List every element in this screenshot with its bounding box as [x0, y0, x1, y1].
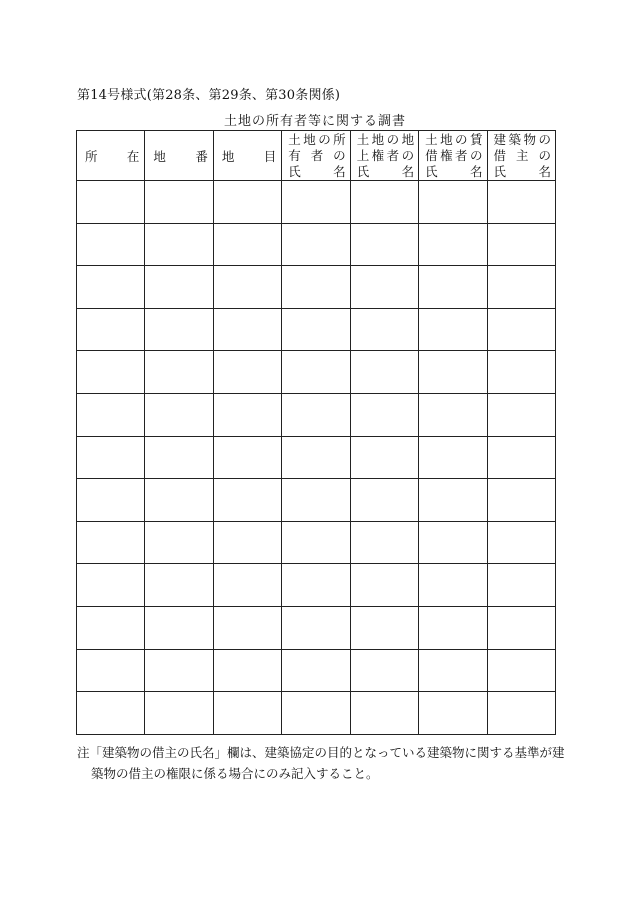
- header-char: 賃: [470, 131, 483, 147]
- table-cell[interactable]: [487, 351, 555, 394]
- header-char: の: [470, 147, 483, 163]
- header-char: 氏: [288, 163, 301, 179]
- table-cell[interactable]: [350, 393, 418, 436]
- table-cell[interactable]: [282, 308, 350, 351]
- header-char: 名: [333, 163, 346, 179]
- table-body: [77, 181, 556, 735]
- table-cell[interactable]: [350, 521, 418, 564]
- header-char: 権: [371, 147, 385, 163]
- header-char: 氏: [493, 163, 507, 179]
- table-cell[interactable]: [145, 436, 213, 479]
- table-cell[interactable]: [487, 266, 555, 309]
- header-char: の: [538, 147, 551, 163]
- table-cell[interactable]: [77, 393, 145, 436]
- header-char: 借: [493, 147, 507, 163]
- table-cell[interactable]: [419, 393, 487, 436]
- table-cell[interactable]: [145, 351, 213, 394]
- table-row: [77, 436, 556, 479]
- table-cell[interactable]: [282, 351, 350, 394]
- table-row: [77, 266, 556, 309]
- table-row: [77, 521, 556, 564]
- table-header: [77, 131, 556, 181]
- header-char: の: [401, 147, 415, 163]
- header-char: 物: [523, 131, 537, 147]
- table-cell[interactable]: [487, 223, 555, 266]
- table-cell[interactable]: [77, 223, 145, 266]
- form-number: 第14号様式(第28条、第29条、第30条関係): [77, 88, 341, 103]
- table-cell[interactable]: [350, 181, 418, 224]
- table-cell[interactable]: [213, 223, 281, 266]
- header-char: 者: [386, 147, 400, 163]
- header-land-category: [213, 131, 281, 181]
- table-cell[interactable]: [213, 692, 281, 735]
- table-cell[interactable]: [350, 564, 418, 607]
- table-row: [77, 692, 556, 735]
- table-cell[interactable]: [213, 181, 281, 224]
- table-cell[interactable]: [145, 606, 213, 649]
- table-cell[interactable]: [419, 436, 487, 479]
- table-cell[interactable]: [213, 308, 281, 351]
- table-cell[interactable]: [419, 606, 487, 649]
- table-cell[interactable]: [419, 692, 487, 735]
- table-row: [77, 223, 556, 266]
- table-cell[interactable]: [77, 181, 145, 224]
- header-char: 地: [153, 148, 166, 164]
- footnote-text-2: 築物の借主の権限に係る場合にのみ記入すること。: [91, 766, 379, 781]
- header-char: 氏: [425, 163, 438, 179]
- table-cell[interactable]: [350, 649, 418, 692]
- header-char: 地: [371, 131, 385, 147]
- header-char: の: [318, 131, 331, 147]
- table-cell[interactable]: [487, 649, 555, 692]
- table-cell[interactable]: [77, 351, 145, 394]
- table-cell[interactable]: [350, 692, 418, 735]
- table-cell[interactable]: [282, 606, 350, 649]
- header-char: 有: [288, 147, 301, 163]
- header-row: [77, 131, 556, 181]
- table-cell[interactable]: [213, 266, 281, 309]
- table-cell[interactable]: [487, 606, 555, 649]
- table-row: [77, 393, 556, 436]
- table-cell[interactable]: [350, 223, 418, 266]
- table-cell[interactable]: [282, 692, 350, 735]
- table-cell[interactable]: [145, 181, 213, 224]
- table-cell[interactable]: [77, 308, 145, 351]
- table-row: [77, 606, 556, 649]
- header-superficies-holder-name: [350, 131, 418, 181]
- header-char: 権: [440, 147, 453, 163]
- header-land-owner-name: [282, 131, 350, 181]
- table-cell[interactable]: [419, 649, 487, 692]
- table-cell[interactable]: [419, 521, 487, 564]
- header-location: [77, 131, 145, 181]
- table-cell[interactable]: [77, 479, 145, 522]
- table-cell[interactable]: [282, 393, 350, 436]
- table-cell[interactable]: [145, 393, 213, 436]
- table-row: [77, 649, 556, 692]
- footnote-text-1: 「建築物の借主の氏名」欄は、建築協定の目的となっている建築物に関する基準が建: [89, 745, 565, 760]
- table-cell[interactable]: [213, 649, 281, 692]
- table-cell[interactable]: [77, 692, 145, 735]
- table-cell[interactable]: [487, 692, 555, 735]
- table-cell[interactable]: [487, 521, 555, 564]
- table-cell[interactable]: [487, 393, 555, 436]
- table-cell[interactable]: [77, 266, 145, 309]
- table-cell[interactable]: [145, 479, 213, 522]
- table-row: [77, 479, 556, 522]
- header-char: 土: [425, 131, 438, 147]
- table-cell[interactable]: [350, 308, 418, 351]
- table-cell[interactable]: [350, 479, 418, 522]
- table-cell[interactable]: [487, 479, 555, 522]
- header-char: 所: [85, 148, 98, 164]
- table-cell[interactable]: [282, 223, 350, 266]
- table-row: [77, 308, 556, 351]
- header-char: 所: [333, 131, 346, 147]
- table-cell[interactable]: [419, 308, 487, 351]
- header-lot-number: [145, 131, 213, 181]
- header-char: の: [333, 147, 346, 163]
- table-cell[interactable]: [282, 649, 350, 692]
- table-cell[interactable]: [419, 223, 487, 266]
- table-cell[interactable]: [77, 436, 145, 479]
- table-cell[interactable]: [213, 351, 281, 394]
- table-cell[interactable]: [419, 266, 487, 309]
- table-row: [77, 564, 556, 607]
- table-cell[interactable]: [419, 564, 487, 607]
- table-cell[interactable]: [213, 521, 281, 564]
- table-cell[interactable]: [145, 521, 213, 564]
- survey-table: [76, 130, 556, 735]
- table-cell[interactable]: [145, 649, 213, 692]
- header-char: 主: [516, 147, 529, 163]
- footnote: [77, 742, 565, 784]
- table-cell[interactable]: [145, 266, 213, 309]
- table-cell[interactable]: [282, 564, 350, 607]
- header-char: の: [386, 131, 400, 147]
- header-char: の: [455, 131, 468, 147]
- footnote-line-1: [77, 742, 565, 763]
- table-cell[interactable]: [419, 351, 487, 394]
- header-char: 在: [126, 148, 140, 164]
- header-char: 者: [455, 147, 468, 163]
- table-cell[interactable]: [282, 436, 350, 479]
- footnote-mark: 注: [77, 745, 90, 760]
- header-char: 建: [493, 131, 507, 147]
- header-char: 目: [263, 148, 277, 164]
- table-cell[interactable]: [145, 308, 213, 351]
- header-char: 地: [221, 148, 235, 164]
- table-cell[interactable]: [77, 521, 145, 564]
- header-building-tenant-name: [487, 131, 555, 181]
- document-title: 土地の所有者等に関する調書: [223, 114, 406, 129]
- header-char: 地: [440, 131, 453, 147]
- table-cell[interactable]: [213, 436, 281, 479]
- table-cell[interactable]: [77, 564, 145, 607]
- table-row: [77, 181, 556, 224]
- table-cell[interactable]: [282, 266, 350, 309]
- header-char: 土: [288, 131, 301, 147]
- header-char: 氏: [356, 163, 370, 179]
- table-cell[interactable]: [350, 266, 418, 309]
- header-char: 上: [356, 147, 370, 163]
- header-char: 者: [310, 147, 324, 163]
- header-char: 名: [401, 163, 415, 179]
- table-cell[interactable]: [487, 308, 555, 351]
- header-char: 地: [401, 131, 415, 147]
- table-cell[interactable]: [77, 649, 145, 692]
- table-cell[interactable]: [282, 479, 350, 522]
- table-cell[interactable]: [419, 181, 487, 224]
- table-cell[interactable]: [213, 606, 281, 649]
- table-cell[interactable]: [213, 479, 281, 522]
- table-cell[interactable]: [487, 436, 555, 479]
- table-cell[interactable]: [350, 436, 418, 479]
- table-cell[interactable]: [350, 351, 418, 394]
- table-cell[interactable]: [419, 479, 487, 522]
- table-row: [77, 351, 556, 394]
- header-lessee-name: [419, 131, 487, 181]
- table-cell[interactable]: [350, 606, 418, 649]
- table-cell[interactable]: [282, 521, 350, 564]
- header-char: 地: [303, 131, 316, 147]
- table-cell[interactable]: [282, 181, 350, 224]
- table-cell[interactable]: [145, 564, 213, 607]
- table-cell[interactable]: [145, 223, 213, 266]
- header-char: 借: [425, 147, 438, 163]
- table-cell[interactable]: [213, 564, 281, 607]
- table-cell[interactable]: [77, 606, 145, 649]
- header-char: 土: [356, 131, 370, 147]
- header-char: 築: [508, 131, 522, 147]
- header-char: の: [538, 131, 551, 147]
- header-char: 名: [470, 163, 483, 179]
- table-cell[interactable]: [487, 564, 555, 607]
- table-cell[interactable]: [487, 181, 555, 224]
- table-cell[interactable]: [213, 393, 281, 436]
- table-cell[interactable]: [145, 692, 213, 735]
- header-char: 番: [195, 148, 208, 164]
- header-char: 名: [538, 163, 551, 179]
